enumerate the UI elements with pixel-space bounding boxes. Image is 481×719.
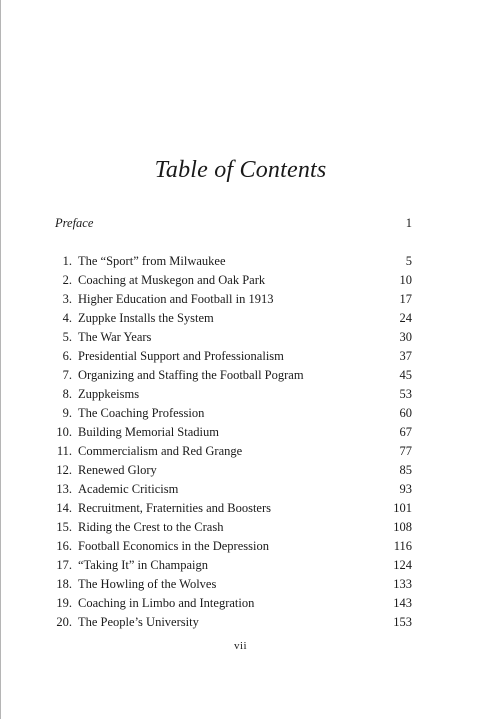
toc-entry-label: The War Years (78, 330, 152, 344)
toc-entry-label: Zuppkeisms (78, 387, 140, 401)
toc-entry-number: 1. (62, 254, 72, 268)
toc-entry-number: 14. (56, 501, 72, 515)
toc-entry-number: 15. (56, 520, 72, 534)
toc-entry-number: 12. (56, 463, 72, 477)
toc-entry-page: 17 (399, 292, 412, 306)
toc-entry-label: Commercialism and Red Grange (78, 444, 243, 458)
toc-entry-label: The “Sport” from Milwaukee (78, 254, 226, 268)
toc-entry-number: 3. (62, 292, 72, 306)
toc-entry-label: Zuppke Installs the System (78, 311, 214, 325)
toc-entry-number: 2. (62, 273, 72, 287)
toc-entry-page: 30 (399, 330, 412, 344)
toc-entry-number: 20. (56, 615, 72, 629)
toc-entry-label: Recruitment, Fraternities and Boosters (78, 501, 272, 515)
toc-entry-label: The People’s University (78, 615, 199, 629)
toc-entry-number: 11. (56, 444, 72, 458)
toc-entry-label: Presidential Support and Professionalism (78, 349, 284, 363)
toc-entry-page: 1 (405, 216, 412, 230)
toc-entry-label: Academic Criticism (78, 482, 179, 496)
toc-entry-number: 8. (62, 387, 72, 401)
toc-entry-page: 153 (393, 615, 412, 629)
toc-entry-label: Riding the Crest to the Crash (78, 520, 224, 534)
toc-entry-number: 7. (62, 368, 72, 382)
toc-entry-label: Coaching in Limbo and Integration (78, 596, 255, 610)
toc-entry-page: 24 (399, 311, 412, 325)
toc-entry-page: 133 (393, 577, 412, 591)
page-title: Table of Contents (154, 157, 327, 183)
toc-entry-page: 37 (399, 349, 412, 363)
toc-entry-label: Football Economics in the Depression (78, 539, 269, 553)
toc-entry-label: Building Memorial Stadium (78, 425, 219, 439)
toc-entry-page: 53 (399, 387, 412, 401)
toc-entry-page: 108 (393, 520, 412, 534)
toc-entry-page: 77 (399, 444, 412, 458)
toc-entry-page: 93 (399, 482, 412, 496)
toc-entry-label: The Howling of the Wolves (78, 577, 217, 591)
toc-entry-label: “Taking It” in Champaign (78, 558, 208, 572)
toc-entry-label: Preface (55, 216, 94, 230)
toc-entry-page: 45 (399, 368, 412, 382)
toc-entry-number: 10. (56, 425, 72, 439)
toc-entry-number: 5. (62, 330, 72, 344)
toc-entry-page: 143 (393, 596, 412, 610)
toc-entry-page: 116 (393, 539, 412, 553)
toc-entry-page: 124 (393, 558, 412, 572)
toc-entry-label: Renewed Glory (78, 463, 157, 477)
toc-entry-number: 9. (62, 406, 72, 420)
page-number: vii (233, 640, 248, 652)
toc-entry-page: 85 (399, 463, 412, 477)
page-edge (0, 0, 1, 719)
toc-entry-number: 17. (56, 558, 72, 572)
toc-entry-number: 6. (62, 349, 72, 363)
toc-entry-page: 101 (393, 501, 412, 515)
toc-entry-label: Higher Education and Football in 1913 (78, 292, 274, 306)
toc-entry-number: 13. (56, 482, 72, 496)
toc-entry-page: 60 (399, 406, 412, 420)
toc-entry-label: Organizing and Staffing the Football Pogram (78, 368, 304, 382)
toc-entry-label: Coaching at Muskegon and Oak Park (78, 273, 266, 287)
toc-entry-number: 16. (56, 539, 72, 553)
toc-entry-number: 19. (56, 596, 72, 610)
toc-entry-label: The Coaching Profession (78, 406, 205, 420)
toc-entry-number: 4. (62, 311, 72, 325)
toc-entry-page: 10 (399, 273, 412, 287)
toc-entry-number: 18. (56, 577, 72, 591)
toc-entry-page: 5 (405, 254, 412, 268)
toc-entry-page: 67 (399, 425, 412, 439)
